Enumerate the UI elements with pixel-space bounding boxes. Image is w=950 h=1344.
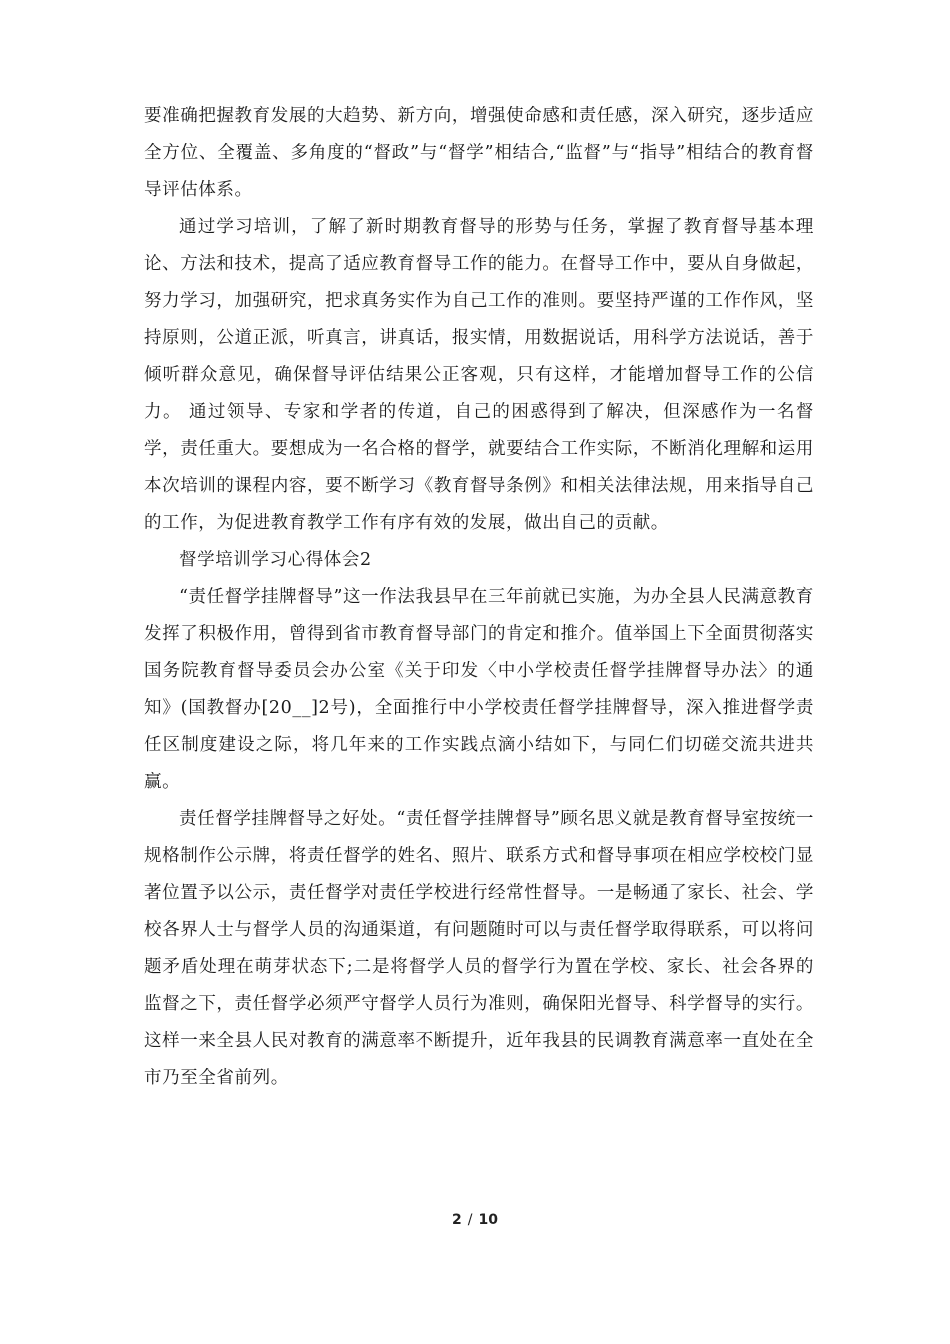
page-current: 2 <box>452 1212 462 1228</box>
paragraph-1: 要准确把握教育发展的大趋势、新方向，增强使命感和责任感，深入研究，逐步适应全方位、全覆盖、多角度的“督政”与“督学”相结合,“监督”与“指导”相结合的教育督导评估体系。 <box>144 106 814 200</box>
section-heading: 督学培训学习心得体会2 <box>179 550 372 570</box>
page-separator: / <box>467 1212 473 1228</box>
page-total: 10 <box>478 1212 498 1228</box>
document-body <box>144 98 814 1097</box>
paragraph-2: 通过学习培训，了解了新时期教育督导的形势与任务，掌握了教育督导基本理论、方法和技术，提高了适应教育督导工作的能力。在督导工作中，要从自身做起，努力学习，加强研究，把求真务实作为自己工作的准则。要坚持严谨的工作作风，坚持原则，公道正派，听真言，讲真话，报实情，用数据说话，用科学方法说话，善于倾听群众意见，确保督导评估结果公正客观，只有这样，才能增加督导工作的公信力。 通过领导、专家和学者的传道，自己的困惑得到了解决，但深感作为一名督学，责任重大。要想成为一名合格的督学，就要结合工作实际，不断消化理解和运用本次培训的课程内容，要不断学习《教育督导条例》和相关法律法规，用来指导自己的工作，为促进教育教学工作有序有效的发展，做出自己的贡献。 <box>144 217 814 533</box>
paragraph-4: 责任督学挂牌督导之好处。“责任督学挂牌督导”顾名思义就是教育督导室按统一规格制作公示牌，将责任督学的姓名、照片、联系方式和督导事项在相应学校校门显著位置予以公示，责任督学对责任学校进行经常性督导。一是畅通了家长、社会、学校各界人士与督学人员的沟通渠道，有问题随时可以与责任督学取得联系，可以将问题矛盾处理在萌芽状态下;二是将督学人员的督学行为置在学校、家长、社会各界的监督之下，责任督学必须严守督学人员行为准则，确保阳光督导、科学督导的实行。这样一来全县人民对教育的满意率不断提升，近年我县的民调教育满意率一直处在全市乃至全省前列。 <box>144 809 814 1088</box>
page-number <box>0 1212 950 1228</box>
paragraph-3: “责任督学挂牌督导”这一作法我县早在三年前就已实施，为办全县人民满意教育发挥了积极作用，曾得到省市教育督导部门的肯定和推介。值举国上下全面贯彻落实国务院教育督导委员会办公室《关于印发〈中小学校责任督学挂牌督导办法〉的通知》(国教督办[20__]2号)，全面推行中小学校责任督学挂牌督导，深入推进督学责任区制度建设之际，将几年来的工作实践点滴小结如下，与同仁们切磋交流共进共赢。 <box>144 587 814 792</box>
